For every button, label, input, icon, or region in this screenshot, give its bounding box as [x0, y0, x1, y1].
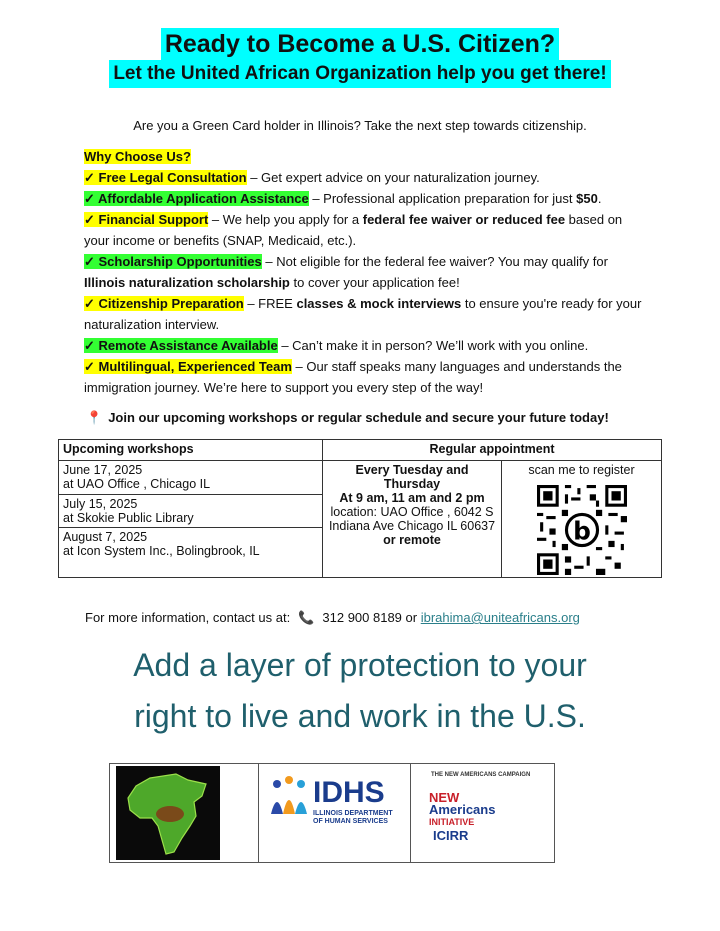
- svg-text:b: b: [572, 516, 591, 546]
- qr-label: scan me to register: [528, 463, 635, 477]
- join-callout: 📍 Join our upcoming workshops or regular schedule and secure your future today!: [86, 410, 609, 425]
- email-link[interactable]: ibrahima@uniteafricans.org: [420, 610, 580, 625]
- check-icon: ✓: [84, 191, 99, 206]
- regular-appointment-cell: Every Tuesday and Thursday At 9 am, 11 am and 2 pm location: UAO Office , 6042 S Indiana Ave Chicago IL 60637 or remote: [323, 461, 502, 578]
- phone-icon: 📞: [298, 610, 315, 625]
- why-heading: Why Choose Us?: [84, 149, 191, 164]
- benefits-list: [84, 146, 644, 398]
- workshop-cell: August 7, 2025 at Icon System Inc., Bolingbrook, IL: [59, 528, 323, 578]
- subtitle-wrap: [0, 60, 720, 88]
- check-icon: ✓: [84, 170, 99, 185]
- workshop-cell: June 17, 2025 at UAO Office , Chicago IL: [59, 461, 323, 495]
- workshops-header: Upcoming workshops: [59, 440, 323, 461]
- benefit-item: ✓ Free Legal Consultation – Get expert advice on your naturalization journey.: [84, 170, 540, 185]
- partner-logos: [109, 763, 555, 863]
- benefit-item: ✓ Affordable Application Assistance – Professional application preparation for just $50.: [84, 191, 602, 206]
- check-icon: ✓: [84, 359, 99, 374]
- check-icon: ✓: [84, 296, 99, 311]
- workshop-cell: July 15, 2025 at Skokie Public Library: [59, 494, 323, 528]
- benefit-item: ✓ Multilingual, Experienced Team – Our staff speaks many languages and understands the immigration journey. We’re here to support you every step of the way!: [84, 359, 622, 395]
- intro-text: Are you a Green Card holder in Illinois? Take the next step towards citizenship.: [133, 118, 587, 133]
- qr-cell: [502, 461, 662, 578]
- check-icon: ✓: [84, 254, 99, 269]
- benefit-item: ✓ Scholarship Opportunities – Not eligible for the federal fee waiver? You may qualify for Illinois naturalization scholarship to cover your application fee!: [84, 254, 608, 290]
- icirr-logo: ICIRR: [432, 828, 469, 843]
- benefit-item: ✓ Financial Support – We help you apply for a federal fee waiver or reduced fee based on your income or benefits (SNAP, Medicaid, etc.).: [84, 212, 623, 248]
- uao-logo: [110, 764, 259, 862]
- slogan: Add a layer of protection to your right to live and work in the U.S.: [133, 647, 587, 734]
- subtitle: Let the United African Organization help you get there!: [109, 60, 610, 88]
- check-icon: ✓: [84, 212, 99, 227]
- main-title: Ready to Become a U.S. Citizen?: [161, 28, 559, 60]
- idhs-logo: IDHS ILLINOIS DEPARTMENT OF HUMAN SERVICES: [259, 764, 411, 862]
- phone-number: 312 900 8189: [322, 610, 402, 625]
- pushpin-icon: 📍: [86, 410, 103, 425]
- regular-header: Regular appointment: [323, 440, 662, 461]
- check-icon: ✓: [84, 338, 99, 353]
- benefit-item: ✓ Citizenship Preparation – FREE classes & mock interviews to ensure you're ready for your naturalization interview.: [84, 296, 642, 332]
- contact-line: For more information, contact us at: 📞 312 900 8189 or ibrahima@uniteafricans.org: [85, 610, 580, 625]
- benefit-item: ✓ Remote Assistance Available – Can’t make it in person? We’ll work with you online.: [84, 338, 589, 353]
- main-title-wrap: [0, 28, 720, 60]
- qr-code[interactable]: [537, 485, 627, 575]
- schedule-table: [58, 439, 662, 578]
- new-americans-logo: THE NEW AMERICANS CAMPAIGN NEW Americans INITIATIVE ICIRR: [428, 772, 531, 843]
